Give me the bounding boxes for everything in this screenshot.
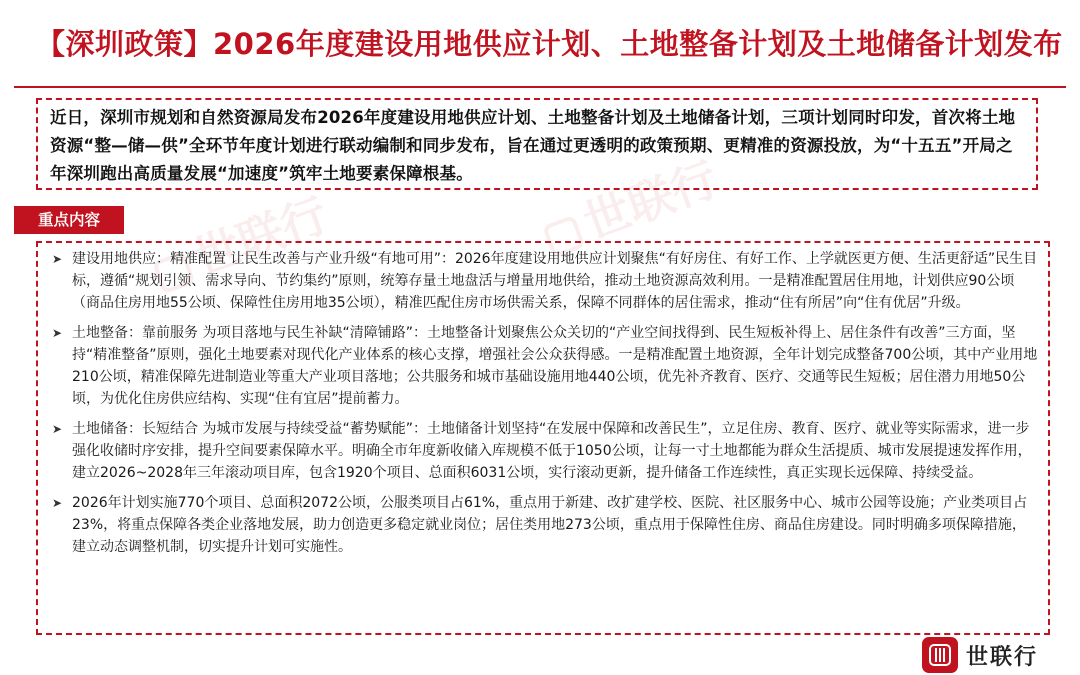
list-item (50, 248, 1038, 314)
key-content-box (36, 241, 1050, 635)
arrow-bullet-icon: ➤ (52, 252, 63, 266)
section-label: 重点内容 (14, 206, 124, 234)
arrow-bullet-icon: ➤ (52, 496, 63, 510)
intro-box (36, 98, 1038, 190)
watermark-logo: 世联行 (144, 179, 336, 303)
company-logo (922, 636, 1038, 674)
logo-text: 世联行 (966, 644, 1039, 670)
watermark-logo: 世联行 (534, 143, 726, 267)
list-item (50, 418, 1038, 484)
list-item (50, 492, 1038, 558)
arrow-bullet-icon: ➤ (52, 326, 63, 340)
list-item-text: 土地储备：长短结合 为城市发展与持续受益“蓄势赋能”：土地储备计划坚持“在发展中保障和改善民生”，立足住房、教育、医疗、就业等实际需求，进一步强化收储时序安排，提升空间要素保障水平。明确全市年度新收储入库规模不低于1050公顷，让每一寸土地都能为群众生活提质、城市发展提速发挥作用，建立2026~2028年三年滚动项目库，包含1920个项目、总面积6031公顷，实行滚动更新，提升储备工作连续性，真正实现长远保障、持续受益。 (72, 421, 1032, 481)
title-divider (14, 86, 1066, 88)
list-item-text: 建设用地供应：精准配置 让民生改善与产业升级“有地可用”：2026年度建设用地供应计划聚焦“有好房住、有好工作、上学就医更方便、生活更舒适”民生目标，遵循“规划引领、需求导向、节约集约”原则，统筹存量土地盘活与增量用地供给，推动土地资源高效利用。一是精准配置居住用地，计划供应90公顷（商品住房用地55公顷、保障性住房用地35公顷），精准匹配住房市场供需关系，保障不同群体的居住需求，推动“住有所居”向“住有优居”升级。 (72, 251, 1038, 311)
list-item (50, 322, 1038, 410)
page-title: 【深圳政策】2026年度建设用地供应计划、土地整备计划及土地储备计划发布 (36, 27, 1063, 61)
arrow-bullet-icon: ➤ (52, 422, 63, 436)
list-item-text: 土地整备：靠前服务 为项目落地与民生补缺“清障铺路”：土地整备计划聚焦公众关切的“产业空间找得到、民生短板补得上、居住条件有改善”三方面，坚持“精准整备”原则，强化土地要素对现代化产业体系的核心支撑，增强社会公众获得感。一是精准配置土地资源，全年计划完成整备700公顷，其中产业用地210公顷，精准保障先进制造业等重大产业项目落地；公共服务和城市基础设施用地440公顷，优先补齐教育、医疗、交通等民生短板；居住潜力用地50公顷，为优化住房供应结构、实现“住有宜居”提前蓄力。 (72, 325, 1038, 407)
list-item-text: 2026年计划实施770个项目、总面积2072公顷，公服类项目占61%，重点用于新建、改扩建学校、医院、社区服务中心、城市公园等设施；产业类项目占23%，将重点保障各类企业落地发展，助力创造更多稳定就业岗位；居住类用地273公顷，重点用于保障性住房、商品住房建设。同时明确多项保障措施，建立动态调整机制，切实提升计划可实施性。 (72, 495, 1028, 555)
intro-paragraph: 近日，深圳市规划和自然资源局发布2026年度建设用地供应计划、土地整备计划及土地储备计划，三项计划同时印发，首次将土地资源“整—储—供”全环节年度计划进行联动编制和同步发布，旨在通过更透明的政策预期、更精准的资源投放，为“十五五”开局之年深圳跑出高质量发展“加速度”筑牢土地要素保障根基。 (50, 108, 1016, 183)
world-union-logo-icon (922, 637, 958, 673)
